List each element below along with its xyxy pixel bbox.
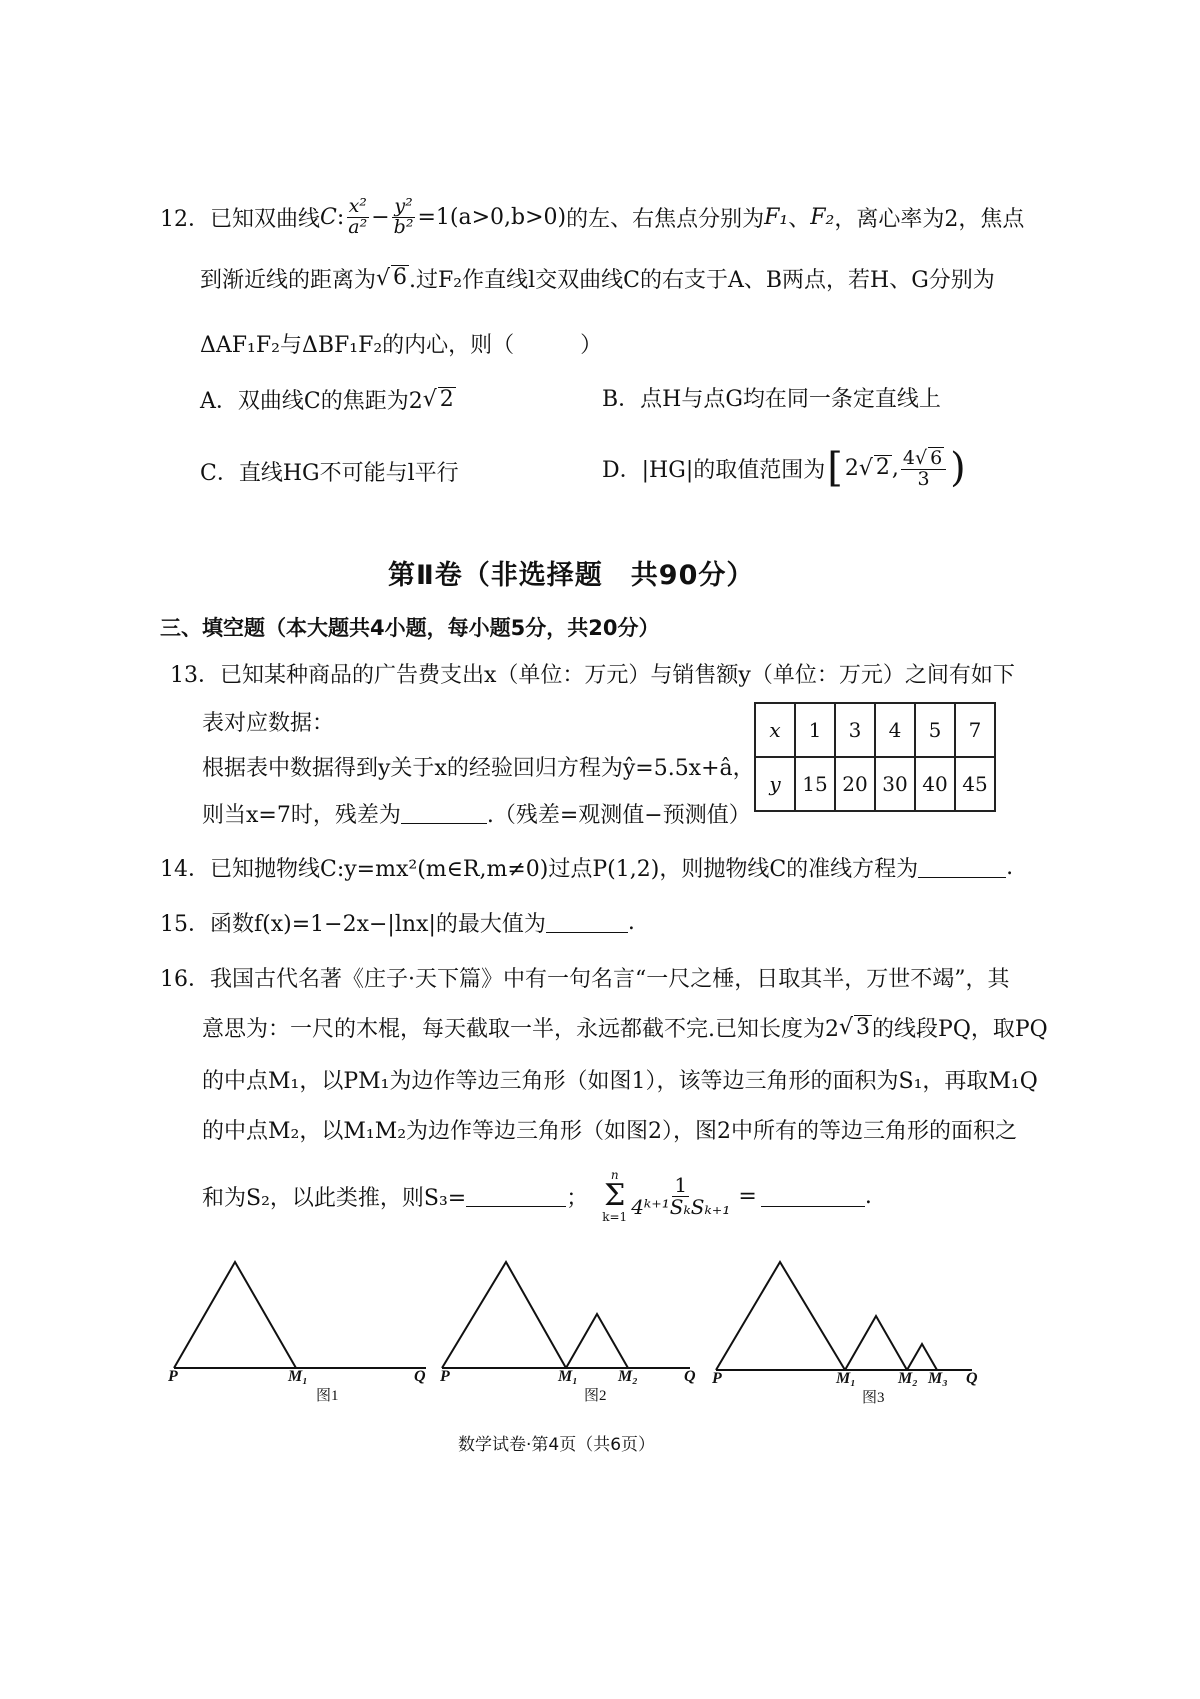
option-b-label: B． — [602, 387, 641, 412]
fig1-caption: 图1 — [316, 1388, 339, 1404]
q16-line2-b: 的线段PQ，取PQ — [872, 1017, 1048, 1042]
fig2-label-q: Q — [684, 1368, 696, 1385]
option-c-label: C． — [200, 461, 239, 486]
fig2-triangle-2 — [566, 1314, 628, 1368]
option-d-label: D． — [602, 457, 642, 483]
q13-data-table — [754, 702, 996, 812]
table-cell: 3 — [835, 703, 875, 757]
q15 — [160, 907, 635, 938]
table-cell: 7 — [955, 703, 995, 757]
q12-line1: 12． 已知双曲线 C : $\frac{\text{x²}}{\text{a²}}$ − $\frac{\text{y²}}{\text{b²}}$ =1(a>0,b>0) 的左、右焦点分别为 F₁ 、 F₂ ，离心率为2，焦点 — [160, 194, 1025, 238]
fig3-label-p: P — [712, 1370, 722, 1387]
option-d-left: 2 — [844, 455, 859, 481]
figures-svg — [160, 1252, 1000, 1382]
q16-line5-a: 和为S₂，以此类推，则S₃= — [202, 1185, 467, 1211]
fig2-caption: 图2 — [584, 1388, 607, 1404]
fig3-triangle-1 — [716, 1262, 845, 1370]
section-title: 第Ⅱ卷（非选择题 共90分） — [388, 560, 755, 591]
q13-answer-blank[interactable] — [401, 803, 487, 824]
q15-number: 15． — [160, 912, 210, 937]
fig3-caption: 图3 — [862, 1390, 885, 1406]
fig1-triangle — [174, 1262, 296, 1368]
fig3-label-q: Q — [966, 1370, 978, 1387]
q13-line1 — [170, 658, 1015, 689]
q12-line2: 到渐近线的距离为 √ 6 .过F₂作直线l交双曲线C的右支于A、B两点，若H、G分别为 — [200, 260, 995, 296]
q16-sqrt3: 3 — [856, 1014, 871, 1040]
q12-frac-x: $\frac{\text{x²}}{\text{a²}}$ — [348, 194, 368, 238]
q16-number: 16． — [160, 967, 210, 992]
option-c-text: 直线HG不可能与l平行 — [238, 461, 459, 486]
fig2-label-p: P — [440, 1368, 450, 1385]
q12-option-c — [200, 456, 459, 487]
fig1-label-p: P — [168, 1368, 178, 1385]
q12-number: 12． — [160, 206, 210, 232]
option-a-sqrt: 2 — [439, 386, 454, 412]
table-cell: 45 — [955, 757, 995, 811]
fig3-label-m3: M₃ — [928, 1370, 948, 1387]
q16-line2-a: 意思为：一尺的木棍，每天截取一半，永远都截不完.已知长度为2 — [202, 1017, 839, 1042]
q12-text-3: ，离心率为2，焦点 — [834, 206, 1025, 232]
q12-line2-b: .过F₂作直线l交双曲线C的右支于A、B两点，若H、G分别为 — [409, 267, 995, 293]
table-cell: 40 — [915, 757, 955, 811]
q12-line2-a: 到渐近线的距离为 — [200, 267, 377, 293]
fig3-triangle-2 — [845, 1316, 907, 1370]
q13-line4 — [202, 798, 751, 829]
q16-equals: = — [738, 1183, 757, 1209]
fig2-triangle-1 — [442, 1262, 566, 1368]
q12-sep: 、 — [788, 206, 811, 232]
table-cell: 5 — [915, 703, 955, 757]
q12-text: 已知双曲线 — [210, 206, 321, 232]
q15-end: . — [627, 910, 635, 935]
option-a-text: 双曲线C的焦距为2 — [237, 389, 423, 414]
fig3-triangle-3 — [907, 1344, 937, 1370]
q12-line3: ΔAF₁F₂与ΔBF₁F₂的内心，则（ ） — [200, 333, 603, 358]
option-d-text: |HG|的取值范围为 — [641, 457, 826, 483]
q12-option-d: D． |HG|的取值范围为 [ 2 √ 2 , $\frac{4√ 6}{3}$ ) — [602, 445, 966, 491]
fig3-label-m1: M₁ — [836, 1370, 856, 1387]
fig1-label-m1: M₁ — [288, 1368, 308, 1385]
table-cell: 20 — [835, 757, 875, 811]
option-b-text: 点H与点G均在同一条定直线上 — [640, 387, 941, 412]
q13-line4-b: .（残差=观测值−预测值） — [486, 803, 751, 828]
q12-sqrt6: 6 — [393, 265, 408, 291]
q16-line5 — [202, 1166, 872, 1226]
table-cell: 15 — [795, 757, 835, 811]
fig1-label-q: Q — [414, 1368, 426, 1385]
q14 — [160, 852, 1013, 883]
q16-answer-blank-1[interactable] — [466, 1186, 566, 1207]
q14-answer-blank[interactable] — [918, 857, 1006, 878]
table-cell-y-label: y — [755, 757, 795, 811]
q16-line4: 的中点M₂，以M₁M₂为边作等边三角形（如图2），图2中所有的等边三角形的面积之 — [202, 1119, 1018, 1144]
q16-end: . — [864, 1183, 872, 1209]
q13-line2: 表对应数据： — [202, 711, 335, 736]
table-cell: 1 — [795, 703, 835, 757]
fig2-label-m2: M₂ — [618, 1368, 638, 1385]
q12-frac-y: $\frac{\text{y²}}{\text{b²}}$ — [393, 194, 414, 238]
q16-answer-blank-2[interactable] — [761, 1186, 865, 1207]
q13-number: 13． — [170, 663, 220, 688]
q13-line4-a: 则当x=7时，残差为 — [202, 803, 401, 828]
table-row-x — [755, 703, 995, 757]
q12-option-a: A． 双曲线C的焦距为2 √ 2 — [200, 384, 456, 415]
q12-var-c: C — [320, 204, 337, 230]
option-d-frac: $\frac{4√ 6}{3}$ — [901, 447, 946, 490]
q13-line3: 根据表中数据得到y关于x的经验回归方程为ŷ=5.5x+â， — [202, 756, 755, 781]
q12-eq: =1(a>0,b>0) — [417, 204, 567, 230]
section-3-heading: 三、填空题（本大题共4小题，每小题5分，共20分） — [160, 616, 660, 640]
q16-line1 — [160, 962, 1010, 993]
q12-f1: F₁ — [764, 204, 789, 230]
q16-line1-text: 我国古代名著《庄子·天下篇》中有一句名言“一尺之棰，日取其半，万世不竭”，其 — [210, 967, 1010, 992]
q16-frac: $\frac{1}{\text{4ᵏ⁺¹SₖSₖ₊₁}}$ — [631, 1172, 731, 1219]
q12-option-b — [602, 382, 941, 413]
q16-line2: 意思为：一尺的木棍，每天截取一半，永远都截不完.已知长度为2 √ 3 的线段PQ，取PQ — [202, 1012, 1048, 1043]
q15-text: 函数f(x)=1−2x−|lnx|的最大值为 — [210, 912, 546, 937]
q16-line3: 的中点M₁，以PM₁为边作等边三角形（如图1），该等边三角形的面积为S₁，再取M₁Q — [202, 1069, 1038, 1094]
table-cell: 30 — [875, 757, 915, 811]
option-d-sqrt1: 2 — [875, 455, 890, 481]
q12-f2: F₂ — [810, 204, 835, 230]
q16-line5-b: ； — [566, 1185, 589, 1211]
table-cell-x-label: x — [755, 703, 795, 757]
table-cell: 4 — [875, 703, 915, 757]
fig2-label-m1: M₁ — [558, 1368, 578, 1385]
table-row-y — [755, 757, 995, 811]
q16-sum: n Σ k=1 — [602, 1168, 628, 1224]
q12-text-2: 的左、右焦点分别为 — [566, 206, 765, 232]
page-footer: 数学试卷·第4页（共6页） — [458, 1435, 656, 1455]
option-a-label: A． — [200, 389, 238, 414]
q14-text: 已知抛物线C:y=mx²(m∈R,m≠0)过点P(1,2)，则抛物线C的准线方程为 — [210, 857, 919, 882]
q14-number: 14． — [160, 857, 210, 882]
fig3-label-m2: M₂ — [898, 1370, 918, 1387]
q15-answer-blank[interactable] — [546, 912, 628, 933]
q14-end: . — [1006, 855, 1014, 880]
q13-line1-text: 已知某种商品的广告费支出x（单位：万元）与销售额y（单位：万元）之间有如下 — [220, 663, 1015, 688]
